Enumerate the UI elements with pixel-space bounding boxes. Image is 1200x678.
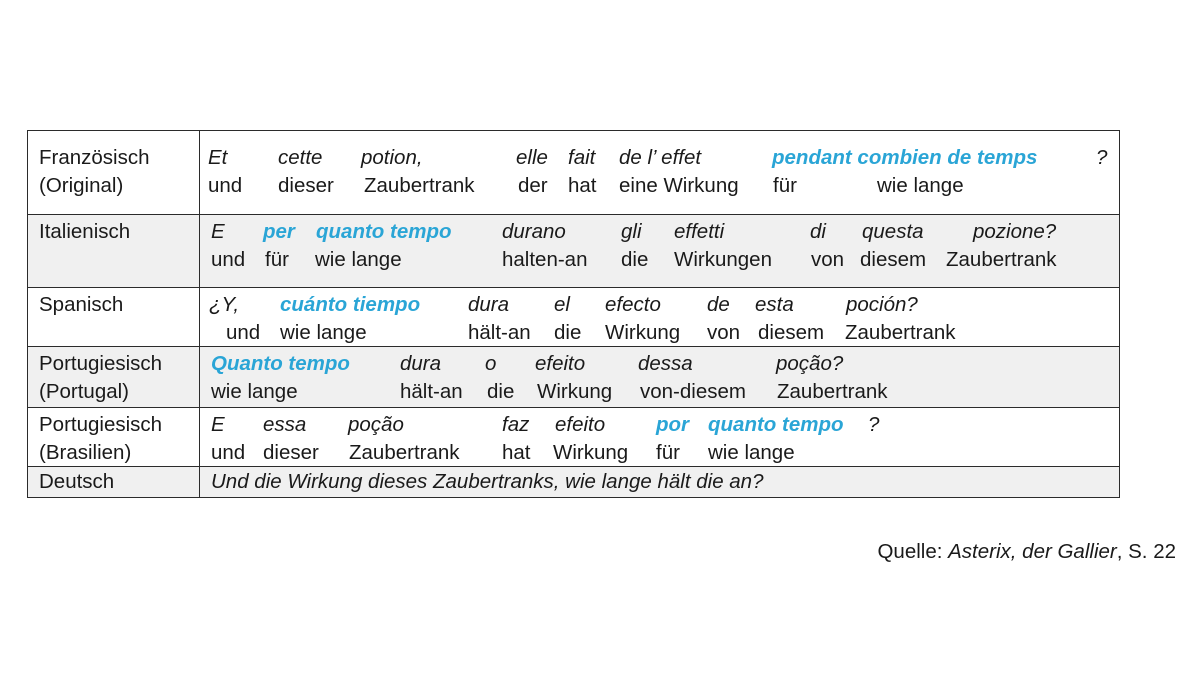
translation-cell — [200, 215, 1119, 287]
translation-cell — [200, 347, 1119, 407]
language-label: (Original) — [39, 174, 124, 197]
gloss-word: wie lange — [315, 248, 402, 271]
table-row — [28, 215, 1119, 288]
gloss-word: von-diesem — [640, 380, 746, 403]
original-word: E — [211, 220, 225, 243]
original-word: gli — [621, 220, 642, 243]
original-word: cette — [278, 146, 323, 169]
original-word: el — [554, 293, 570, 316]
original-word: efeito — [535, 352, 586, 375]
gloss-word: die — [554, 321, 582, 344]
original-line — [200, 291, 1119, 319]
gloss-word: wie lange — [211, 380, 298, 403]
gloss-line — [200, 172, 1119, 200]
source-suffix: , S. 22 — [1116, 540, 1176, 563]
gloss-word: hat — [568, 174, 597, 197]
gloss-line — [200, 319, 1119, 347]
gloss-word: die — [487, 380, 515, 403]
original-word: ¿Y, — [209, 293, 240, 316]
original-word: dura — [468, 293, 510, 316]
original-word: de l’ effet — [619, 146, 702, 169]
language-label: (Portugal) — [39, 380, 130, 403]
language-cell — [28, 288, 200, 346]
language-label: (Brasilien) — [39, 441, 132, 464]
original-word: pozione? — [973, 220, 1057, 243]
gloss-line — [200, 378, 1119, 406]
gloss-word: wie lange — [877, 174, 964, 197]
gloss-word: und — [226, 321, 261, 344]
gloss-word: Zaubertrank — [845, 321, 956, 344]
original-word: elle — [516, 146, 548, 169]
language-cell — [28, 215, 200, 287]
gloss-word: dieser — [263, 441, 319, 464]
gloss-word: halten-an — [502, 248, 588, 271]
gloss-word: eine Wirkung — [619, 174, 739, 197]
original-line — [200, 411, 1119, 439]
original-word: durano — [502, 220, 566, 243]
language-label: Portugiesisch — [39, 413, 163, 436]
gloss-line — [200, 246, 1119, 274]
gloss-word: Zaubertrank — [777, 380, 888, 403]
gloss-word: dieser — [278, 174, 334, 197]
original-word: poção — [348, 413, 404, 436]
language-cell — [28, 347, 200, 407]
original-word: poción? — [846, 293, 918, 316]
highlighted-word: Quanto tempo — [211, 352, 350, 375]
translation-cell — [200, 408, 1119, 466]
gloss-word: hält-an — [468, 321, 531, 344]
language-cell — [28, 467, 200, 497]
original-word: dessa — [638, 352, 693, 375]
gloss-word: die — [621, 248, 649, 271]
highlighted-word: pendant combien de temps — [772, 146, 1038, 169]
original-word: o — [485, 352, 497, 375]
language-label: Deutsch — [39, 470, 115, 493]
gloss-word: Wirkung — [553, 441, 629, 464]
translation-cell — [200, 467, 1119, 497]
gloss-word: Wirkungen — [674, 248, 772, 271]
gloss-word: und — [208, 174, 243, 197]
language-label: Italienisch — [39, 220, 131, 243]
translation-cell — [200, 131, 1119, 214]
german-sentence: Und die Wirkung dieses Zaubertranks, wie lange hält die an? — [211, 470, 764, 493]
original-word: essa — [263, 413, 307, 436]
gloss-word: für — [773, 174, 797, 197]
gloss-word: Zaubertrank — [946, 248, 1057, 271]
source-citation — [877, 538, 1176, 566]
language-label: Französisch — [39, 146, 150, 169]
gloss-word: hat — [502, 441, 531, 464]
gloss-line — [200, 439, 1119, 467]
original-word: ? — [1096, 146, 1108, 169]
gloss-word: der — [518, 174, 548, 197]
table-row — [28, 131, 1119, 215]
gloss-word: Zaubertrank — [364, 174, 475, 197]
original-word: faz — [502, 413, 530, 436]
original-word: Et — [208, 146, 228, 169]
gloss-word: für — [656, 441, 680, 464]
gloss-word: und — [211, 441, 246, 464]
table-row — [28, 408, 1119, 467]
gloss-word: Zaubertrank — [349, 441, 460, 464]
language-label: Portugiesisch — [39, 352, 163, 375]
original-word: poção? — [776, 352, 844, 375]
original-word: di — [810, 220, 826, 243]
gloss-word: hält-an — [400, 380, 463, 403]
gloss-word: und — [211, 248, 246, 271]
table-row — [28, 467, 1119, 497]
language-cell — [28, 131, 200, 214]
original-word: dura — [400, 352, 442, 375]
gloss-word: wie lange — [280, 321, 367, 344]
original-word: questa — [862, 220, 924, 243]
highlighted-word: per — [263, 220, 295, 243]
gloss-word: diesem — [758, 321, 825, 344]
table-row — [28, 288, 1119, 347]
language-label: Spanisch — [39, 293, 124, 316]
gloss-word: Wirkung — [605, 321, 681, 344]
original-word: efeito — [555, 413, 606, 436]
highlighted-word: quanto tempo — [708, 413, 844, 436]
gloss-word: wie lange — [708, 441, 795, 464]
gloss-word: für — [265, 248, 289, 271]
translation-cell — [200, 288, 1119, 346]
table-row — [28, 347, 1119, 408]
source-title: Asterix, der Gallier — [948, 540, 1117, 563]
original-word: esta — [755, 293, 794, 316]
original-word: ? — [868, 413, 880, 436]
original-word: efecto — [605, 293, 661, 316]
translation-table — [27, 130, 1120, 498]
gloss-word: von — [811, 248, 845, 271]
original-word: potion, — [361, 146, 423, 169]
original-line — [200, 350, 1119, 378]
original-word: effetti — [674, 220, 725, 243]
original-word: fait — [568, 146, 596, 169]
source-prefix: Quelle: — [877, 540, 949, 563]
original-word: E — [211, 413, 225, 436]
highlighted-word: cuánto tiempo — [280, 293, 421, 316]
gloss-word: Wirkung — [537, 380, 613, 403]
original-line — [200, 218, 1119, 246]
language-cell — [28, 408, 200, 466]
gloss-word: von — [707, 321, 741, 344]
original-line — [200, 144, 1119, 172]
gloss-word: diesem — [860, 248, 927, 271]
original-word: de — [707, 293, 730, 316]
highlighted-word: quanto tempo — [316, 220, 452, 243]
highlighted-word: por — [656, 413, 690, 436]
